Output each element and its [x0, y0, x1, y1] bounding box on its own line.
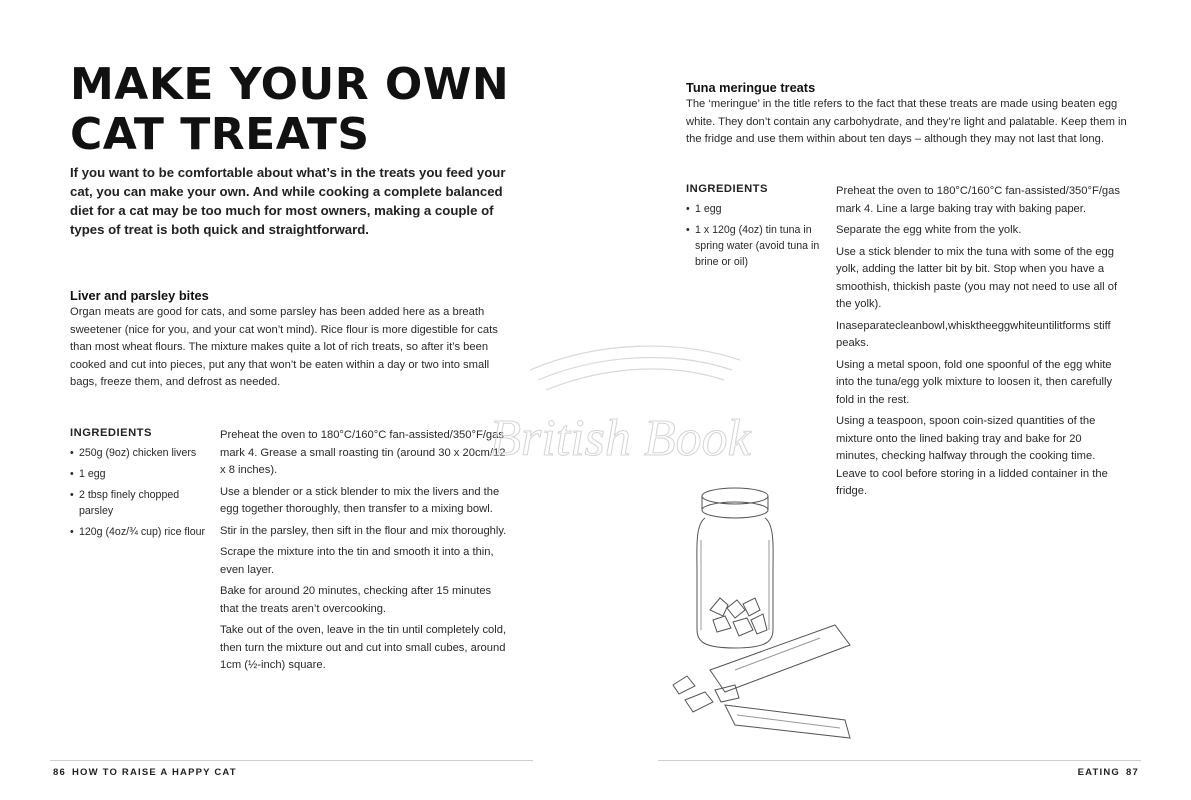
footer-left [53, 767, 237, 778]
intro-paragraph: If you want to be comfortable about what’s in the treats you feed your cat, you can make your own. And while cooking a complete balanced diet for a cat may be too much for most owners, making a couple of types of treat is both quick and straightforward. [70, 165, 506, 237]
ingredients-title: INGREDIENTS [70, 427, 152, 439]
footer-rule [658, 760, 1141, 761]
recipe-heading: Liver and parsley bites [70, 288, 209, 303]
ingredients-list [686, 201, 821, 270]
watermark-text: British Book [489, 410, 751, 467]
method-section [220, 427, 510, 679]
page-title: MAKE YOUR OWN CAT TREATS [70, 59, 510, 160]
method-step: Stir in the parsley, then sift in the flour and mix thoroughly. [220, 524, 507, 537]
recipe-description: Organ meats are good for cats, and some parsley has been added here as a breath sweetener (nice for you, and your cat won’t mind). Rice flour is more digestible for cats than most wheat flours. The mixture makes quite a lot of rich treats, so after it’s been cooked and cut into pieces, put any that won’t be eaten within a day or two into small bags, freeze them, and defrost as needed. [70, 306, 498, 388]
method-step: Use a stick blender to mix the tuna with some of the egg yolk, adding the latter bit by bit. Stop when you have a smoothish, thickish paste (you may not need to use all of the yolk). [836, 245, 1118, 310]
ingredients-list [70, 445, 205, 540]
running-title: EATING [1077, 767, 1121, 778]
method-step: Use a blender or a stick blender to mix the livers and the egg together thoroughly, then transfer to a mixing bowl. [220, 485, 500, 515]
recipe-description: The ‘meringue’ in the title refers to the fact that these treats are made using beaten egg white. They don’t contain any carbohydrate, and they’re light and palatable. Keep them in the fridge and use them within about ten days – although they may not last that long. [686, 98, 1127, 145]
method-step: Inaseparatecleanbowl,whisktheeggwhiteuntilitforms stiff peaks. [836, 319, 1111, 349]
method-step: Separate the egg white from the yolk. [836, 224, 1022, 236]
method-section [836, 183, 1126, 505]
ingredient-item: • 250g (9oz) chicken livers [70, 445, 205, 461]
method-step: Take out of the oven, leave in the tin until completely cold, then turn the mixture out and cut into small cubes, around 1cm (½-inch) square. [220, 624, 507, 671]
ingredient-item: • 1 egg [686, 201, 821, 217]
method-step: Using a teaspoon, spoon coin-sized quantities of the mixture onto the lined baking tray and bake for 20 minutes, checking halfway through the cooking time. Leave to cool before storing in a lidded container in the fridge. [836, 415, 1108, 497]
ingredient-item: • 1 egg [70, 466, 205, 482]
footer-right [1078, 767, 1139, 778]
method-step: Preheat the oven to 180°C/160°C fan-assisted/350°F/gas mark 4. Grease a small roasting tin (around 30 x 20cm/12 x 8 inches). [220, 429, 506, 476]
page-number: 86 [53, 767, 66, 778]
left-page [0, 0, 595, 800]
running-title: HOW TO RAISE A HAPPY CAT [71, 767, 237, 778]
recipe-tuna-meringue [686, 79, 1131, 149]
ingredient-item: • 120g (4oz/¾ cup) rice flour [70, 524, 205, 540]
ingredients-title: INGREDIENTS [686, 183, 768, 195]
method-step: Scrape the mixture into the tin and smooth it into a thin, even layer. [220, 546, 494, 576]
page-number: 87 [1126, 767, 1139, 778]
method-step: Bake for around 20 minutes, checking after 15 minutes that the treats aren’t overcooking. [220, 585, 492, 615]
jar-illustration [665, 480, 875, 755]
ingredient-item: • 1 x 120g (4oz) tin tuna in spring water (avoid tuna in brine or oil) [686, 222, 821, 270]
method-step: Using a metal spoon, fold one spoonful of the egg white into the tuna/egg yolk mixture to loosen it, then carefully fold in the rest. [836, 358, 1113, 406]
ingredients-section [70, 427, 205, 545]
recipe-liver-parsley [70, 287, 510, 392]
footer-rule [50, 760, 533, 761]
ingredients-section [686, 183, 821, 275]
recipe-heading: Tuna meringue treats [686, 80, 816, 95]
method-step: Preheat the oven to 180°C/160°C fan-assisted/350°F/gas mark 4. Line a large baking tray with baking paper. [836, 185, 1120, 215]
ingredient-item: • 2 tbsp finely chopped parsley [70, 487, 205, 519]
